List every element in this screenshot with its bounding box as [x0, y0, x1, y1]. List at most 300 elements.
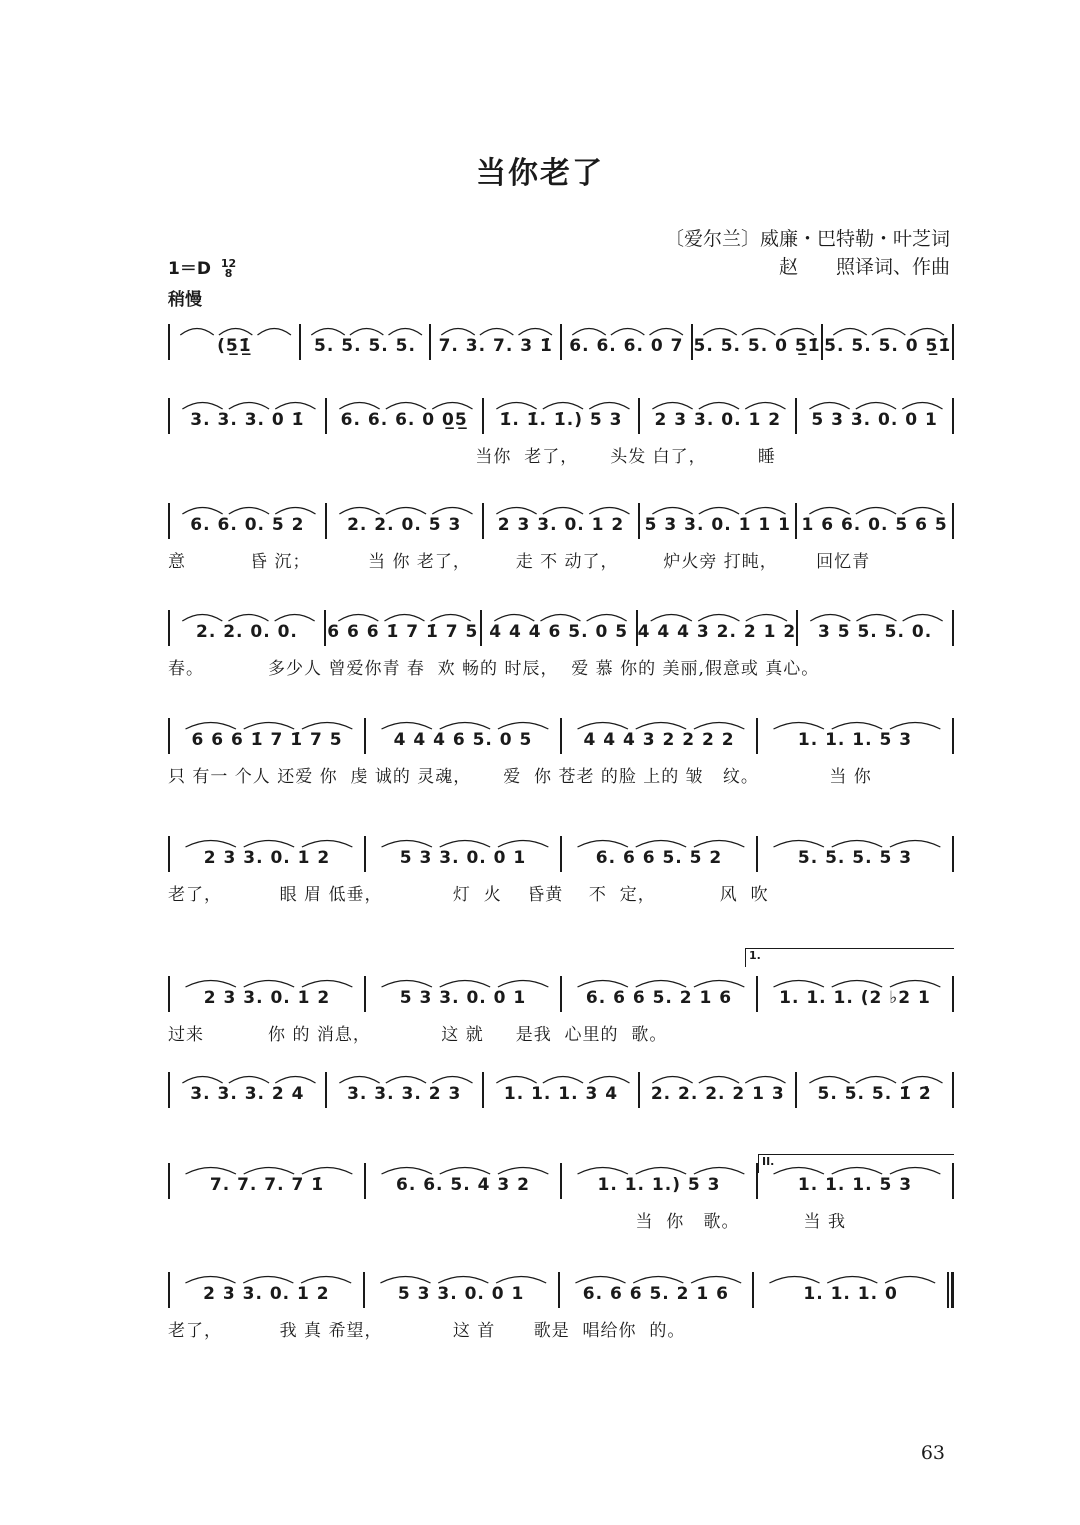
- measure: [366, 730, 560, 756]
- notes-row: [168, 712, 954, 756]
- measure: [301, 336, 430, 362]
- slur: [694, 723, 744, 730]
- slur: [770, 1277, 820, 1284]
- slur-arcs: [326, 608, 480, 622]
- slur: [302, 1168, 352, 1175]
- slur: [219, 329, 252, 336]
- measure: [170, 336, 299, 362]
- score-system: [168, 604, 954, 678]
- slur: [440, 723, 490, 730]
- slur: [339, 403, 379, 410]
- slur: [636, 1168, 686, 1175]
- slur: [694, 841, 744, 848]
- measure-notes: 6. 6 6 5. 2 1 6: [582, 1284, 729, 1304]
- measure-notes: 2 3 3. 0. 1 2: [203, 1284, 330, 1304]
- meter-top: 12: [220, 257, 237, 270]
- score-system: [168, 318, 954, 392]
- measure: [562, 730, 756, 756]
- slur: [432, 1077, 472, 1084]
- lyrics-line: 意 昏 沉； 当 你 老了， 走 不 动了， 炉火旁 打盹， 回忆青: [168, 552, 871, 572]
- slur: [311, 329, 344, 336]
- slur: [885, 1277, 935, 1284]
- slur: [244, 723, 294, 730]
- slur: [774, 981, 824, 988]
- slur-arcs: [640, 501, 795, 515]
- measure-notes: 6. 6 6 5. 5 2: [595, 848, 723, 868]
- slur: [431, 615, 471, 622]
- measure-notes: 2 3 3. 0. 1 2: [497, 515, 625, 535]
- slur-arcs: [170, 974, 364, 988]
- slur: [182, 403, 222, 410]
- first-ending-bracket: 1.: [745, 948, 954, 967]
- slur: [432, 508, 472, 515]
- slur-arcs: [754, 1270, 947, 1284]
- measure: [640, 410, 795, 436]
- slur: [703, 329, 736, 336]
- notes-row: [168, 392, 954, 436]
- measure: [170, 1084, 325, 1110]
- measure-notes: 6. 6 6 5. 2 1 6: [585, 988, 733, 1008]
- slur: [589, 1077, 629, 1084]
- barline: [952, 718, 954, 754]
- slur: [902, 1077, 942, 1084]
- measure-notes: 3. 3. 3. 2 4: [190, 1084, 305, 1104]
- barline: [952, 398, 954, 434]
- slur: [653, 508, 693, 515]
- measure-notes: 6. 6. 6. 0 7: [569, 336, 684, 356]
- slur: [575, 1277, 625, 1284]
- measure: [170, 515, 325, 541]
- score-system: [168, 970, 954, 1044]
- measure: [366, 988, 560, 1014]
- measure: [170, 622, 324, 648]
- slur: [229, 403, 269, 410]
- slur: [229, 508, 269, 515]
- slur: [856, 1077, 896, 1084]
- slur-arcs: [758, 834, 952, 848]
- lyrics-line: 老了， 我 真 希望， 这 首 歌是 唱给你 的。: [168, 1321, 686, 1341]
- measure-notes: 6. 6. 6. 0 0̲5̲: [340, 410, 468, 430]
- measure: [484, 1084, 639, 1110]
- measure-notes: 5. 5. 5. 5.: [314, 336, 416, 356]
- slur: [746, 508, 786, 515]
- slur: [911, 329, 944, 336]
- slur: [578, 841, 628, 848]
- slur: [578, 723, 628, 730]
- measure-notes: 1̇. 1̇. 1̇.) 5 3: [499, 410, 623, 430]
- notes-row: [168, 604, 954, 648]
- slur: [650, 615, 691, 622]
- slur: [339, 1077, 379, 1084]
- slur-arcs: [562, 322, 691, 336]
- slur: [902, 403, 942, 410]
- slur: [832, 981, 882, 988]
- measure-notes: 4 4 4 6 5. 0 5: [489, 622, 629, 642]
- slur: [302, 841, 352, 848]
- slur: [496, 403, 536, 410]
- slur-arcs: [482, 608, 636, 622]
- measure: [758, 848, 952, 874]
- slur-arcs: [327, 501, 482, 515]
- slur: [745, 615, 786, 622]
- measure: [562, 336, 691, 362]
- measure-notes: 5 3 3. 0. 0 1: [811, 410, 938, 430]
- slur: [746, 1077, 786, 1084]
- lyrics-line: 春。 多少人 曾爱你青 春 欢 畅的 时辰， 爱 慕 你的 美丽,假意或 真心。: [168, 659, 820, 679]
- measure: [170, 730, 364, 756]
- measure: [170, 848, 364, 874]
- slur: [810, 508, 850, 515]
- measure-notes: 1. 1. 1. 5 3: [797, 1175, 913, 1195]
- barline: [952, 1072, 954, 1108]
- measure-notes: 3 5 5. 5. 0.: [817, 622, 933, 642]
- slur: [694, 981, 744, 988]
- slur: [856, 508, 896, 515]
- slur: [542, 1077, 582, 1084]
- slur: [382, 981, 432, 988]
- slur: [699, 508, 739, 515]
- lyrics-line: [168, 368, 954, 392]
- slur: [182, 615, 222, 622]
- measure: [170, 988, 364, 1014]
- slur: [382, 1168, 432, 1175]
- measure-notes: 6 6 6 1̇ 7 1̇ 7 5: [327, 622, 479, 642]
- slur: [386, 403, 426, 410]
- notes-row: [168, 1066, 954, 1110]
- tempo-marking: 稍慢: [168, 290, 202, 310]
- slur: [257, 329, 290, 336]
- measure: [797, 410, 952, 436]
- measure: [797, 1084, 952, 1110]
- meter-bottom: 8: [224, 267, 233, 280]
- measure-notes: 5 3 3. 0. 0 1: [399, 848, 527, 868]
- measure: [327, 1084, 482, 1110]
- measure-notes: 2. 2. 0. 5 3: [347, 515, 462, 535]
- slur: [653, 403, 693, 410]
- measure: [560, 1284, 753, 1310]
- notes-row: [168, 318, 954, 362]
- measure: [562, 1175, 756, 1201]
- slur: [275, 508, 315, 515]
- lyricist-credit: 〔爱尔兰〕威廉・巴特勒・叶芝词: [664, 228, 950, 250]
- slur-arcs: [758, 974, 952, 988]
- measure: [366, 1175, 560, 1201]
- measure-notes: 7. 7. 7. 7 1̇: [209, 1175, 325, 1195]
- slur: [650, 329, 683, 336]
- slur: [382, 723, 432, 730]
- slur: [432, 403, 472, 410]
- measure-notes: 6. 6. 5. 4 3 2: [396, 1175, 530, 1195]
- measure-notes: 7. 3. 7. 3 1̇: [438, 336, 553, 356]
- notes-row: [168, 497, 954, 541]
- slur: [380, 1277, 430, 1284]
- slur: [498, 981, 548, 988]
- measure-notes: 5. 5. 5. 0 5̲1̇: [693, 336, 821, 356]
- slur: [496, 508, 536, 515]
- slur: [832, 841, 882, 848]
- slur: [302, 723, 352, 730]
- measure: [170, 410, 325, 436]
- slur: [810, 615, 850, 622]
- measure-notes: 2. 2. 0. 0.: [195, 622, 298, 642]
- slur-arcs: [562, 1161, 756, 1175]
- slur-arcs: [431, 322, 560, 336]
- slur: [578, 1168, 628, 1175]
- measure-notes: 1. 1. 1. (2 ♭2 1: [779, 988, 931, 1008]
- measure-notes: 4 4 4 3 2 2 2 2: [583, 730, 735, 750]
- measure: [365, 1284, 558, 1310]
- slur: [384, 615, 424, 622]
- measure-notes: 2 3 3. 0. 1 2: [203, 988, 331, 1008]
- slur: [438, 1277, 488, 1284]
- slur: [494, 615, 534, 622]
- measure-notes: 3. 3. 3. 0 1̇: [190, 410, 305, 430]
- slur-arcs: [797, 1070, 952, 1084]
- slur: [746, 403, 786, 410]
- slur: [857, 615, 897, 622]
- lyrics-line: [168, 1116, 954, 1140]
- slur: [636, 841, 686, 848]
- slur: [636, 981, 686, 988]
- slur: [540, 615, 580, 622]
- slur: [890, 723, 940, 730]
- measure: [326, 622, 480, 648]
- slur-arcs: [170, 834, 364, 848]
- measure: [562, 988, 756, 1014]
- slur: [440, 981, 490, 988]
- notes-row: [168, 830, 954, 874]
- slur: [832, 723, 882, 730]
- slur: [572, 329, 605, 336]
- slur-arcs: [365, 1270, 558, 1284]
- slur: [519, 329, 552, 336]
- slur-arcs: [301, 322, 430, 336]
- measure-notes: 6 6 6 1̇ 7 1̇ 7 5: [191, 730, 343, 750]
- slur-arcs: [560, 1270, 753, 1284]
- slur-arcs: [640, 396, 795, 410]
- slur: [338, 615, 378, 622]
- slur: [742, 329, 775, 336]
- slur: [350, 329, 383, 336]
- score-system: [168, 712, 954, 786]
- measure-notes: 5 3 3. 0. 0 1: [399, 988, 527, 1008]
- slur-arcs: [562, 716, 756, 730]
- slur: [611, 329, 644, 336]
- measure: [366, 848, 560, 874]
- key-signature: [168, 254, 236, 279]
- slur: [339, 508, 379, 515]
- lyrics-line: 当你 老了， 头发 白了， 睡: [168, 447, 776, 467]
- score-system: [168, 1266, 954, 1340]
- slur-arcs: [366, 974, 560, 988]
- measure-notes: 5 3 3. 0. 0 1: [397, 1284, 525, 1304]
- slur: [633, 1277, 683, 1284]
- slur-arcs: [484, 396, 639, 410]
- slur: [578, 981, 628, 988]
- slur-arcs: [640, 1070, 795, 1084]
- slur: [244, 1168, 294, 1175]
- barline: [952, 836, 954, 872]
- slur: [636, 723, 686, 730]
- slur-arcs: [170, 716, 364, 730]
- lyrics-line: 当 你 歌。 当 我: [168, 1212, 846, 1232]
- slur: [386, 1077, 426, 1084]
- score-system: [168, 830, 954, 904]
- slur: [699, 1077, 739, 1084]
- slur: [496, 1077, 536, 1084]
- slur: [542, 403, 582, 410]
- slur: [480, 329, 513, 336]
- slur: [902, 508, 942, 515]
- slur: [498, 1168, 548, 1175]
- measure: [327, 515, 482, 541]
- measure-notes: 4 4 4 3 2. 2 1 2: [637, 622, 797, 642]
- measure: [754, 1284, 947, 1310]
- slur: [382, 841, 432, 848]
- slur: [275, 1077, 315, 1084]
- slur: [586, 615, 626, 622]
- measure: [798, 622, 952, 648]
- lyrics-line: 老了， 眼 眉 低垂， 灯 火 昏黄 不 定， 风 吹: [168, 885, 769, 905]
- slur: [275, 615, 315, 622]
- slur: [243, 1277, 293, 1284]
- slur: [827, 1277, 877, 1284]
- slur: [186, 723, 236, 730]
- slur: [275, 403, 315, 410]
- slur: [834, 329, 867, 336]
- measure-notes: 6. 6. 0. 5 2: [190, 515, 305, 535]
- measure-notes: 1. 1. 1.) 5 3: [597, 1175, 721, 1195]
- slur: [229, 1077, 269, 1084]
- slur-arcs: [366, 716, 560, 730]
- slur: [699, 403, 739, 410]
- slur: [890, 981, 940, 988]
- slur: [442, 329, 475, 336]
- measure-notes: 1 6 6. 0. 5 6 5: [801, 515, 948, 535]
- slur-arcs: [758, 716, 952, 730]
- key-label: 1＝D: [168, 259, 211, 279]
- measure-notes: 2 3 3. 0. 1 2: [654, 410, 782, 430]
- measure: [482, 622, 636, 648]
- measure-notes: 4 4 4 6 5. 0 5: [393, 730, 533, 750]
- lyrics-line: 过来 你 的 消息， 这 就 是我 心里的 歌。: [168, 1025, 668, 1045]
- measure: [693, 336, 822, 362]
- measure-notes: 2. 2. 2. 2 1 3: [650, 1084, 785, 1104]
- slur: [496, 1277, 546, 1284]
- slur-arcs: [327, 396, 482, 410]
- score-system: [168, 1066, 954, 1140]
- slur: [498, 841, 548, 848]
- slur-arcs: [638, 608, 797, 622]
- measure-notes: 5. 5. 5. 5 3: [797, 848, 913, 868]
- slur: [180, 329, 213, 336]
- page-number: 63: [920, 1442, 945, 1464]
- slur: [653, 1077, 693, 1084]
- slur: [694, 1168, 744, 1175]
- notes-row: [168, 1266, 954, 1310]
- notes-row: [168, 970, 954, 1014]
- measure-notes: (5̲1̲̇: [217, 336, 252, 356]
- slur-arcs: [366, 1161, 560, 1175]
- measure-notes: 3. 3. 3. 2 3: [347, 1084, 462, 1104]
- page-title: 当你老了: [476, 156, 604, 191]
- second-ending-bracket: II.: [758, 1154, 954, 1173]
- measure: [638, 622, 797, 648]
- slur: [810, 1077, 850, 1084]
- measure: [758, 730, 952, 756]
- slur: [386, 508, 426, 515]
- slur: [589, 508, 629, 515]
- slur: [182, 1077, 222, 1084]
- slur: [774, 841, 824, 848]
- measure: [170, 1284, 363, 1310]
- slur: [890, 841, 940, 848]
- slur: [185, 1277, 235, 1284]
- slur: [810, 403, 850, 410]
- measure: [562, 848, 756, 874]
- barline: [947, 1272, 954, 1308]
- slur: [774, 723, 824, 730]
- measure: [640, 515, 795, 541]
- slur-arcs: [798, 608, 952, 622]
- measure: [758, 1175, 952, 1201]
- measure: [823, 336, 952, 362]
- slur-arcs: [366, 834, 560, 848]
- measure: [797, 515, 952, 541]
- slur: [589, 403, 629, 410]
- slur: [301, 1277, 351, 1284]
- slur: [186, 841, 236, 848]
- barline: [952, 503, 954, 539]
- slur: [872, 329, 905, 336]
- slur: [186, 1168, 236, 1175]
- slur: [244, 981, 294, 988]
- measure-notes: 5 3 3. 0. 1 1 1: [644, 515, 791, 535]
- measure-notes: 2 3 3. 0. 1 2: [203, 848, 331, 868]
- barline: [952, 324, 954, 360]
- slur: [691, 1277, 741, 1284]
- measure: [170, 1175, 364, 1201]
- slur: [182, 508, 222, 515]
- slur: [856, 403, 896, 410]
- slur-arcs: [562, 834, 756, 848]
- measure-notes: 5. 5. 5. 0 5̲1̇: [824, 336, 952, 356]
- composer-credit: 赵 照译词、作曲: [778, 256, 950, 278]
- measure: [484, 515, 639, 541]
- score-system: [168, 497, 954, 571]
- slur-arcs: [484, 1070, 639, 1084]
- measure: [327, 410, 482, 436]
- slur: [388, 329, 421, 336]
- barline: [952, 610, 954, 646]
- slur: [698, 615, 739, 622]
- slur: [440, 841, 490, 848]
- slur-arcs: [562, 974, 756, 988]
- measure: [431, 336, 560, 362]
- score-system: [168, 392, 954, 466]
- measure: [484, 410, 639, 436]
- lyrics-line: 只 有一 个人 还爱 你 虔 诚的 灵魂， 爱 你 苍老 的脸 上的 皱 纹。 当 你: [168, 767, 872, 787]
- slur: [228, 615, 268, 622]
- slur-arcs: [797, 501, 952, 515]
- slur: [903, 615, 943, 622]
- slur: [244, 841, 294, 848]
- measure-notes: 1. 1. 1. 0: [803, 1284, 898, 1304]
- measure: [640, 1084, 795, 1110]
- slur: [440, 1168, 490, 1175]
- slur: [498, 723, 548, 730]
- measure-notes: 1. 1. 1. 5 3: [797, 730, 913, 750]
